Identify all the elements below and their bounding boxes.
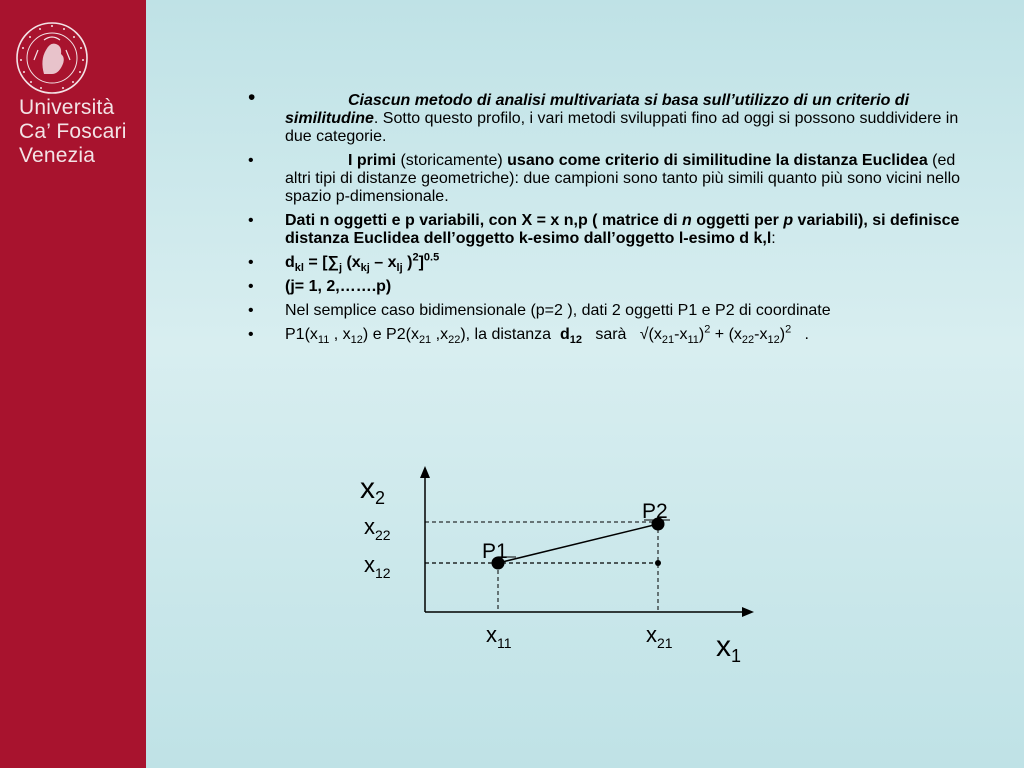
x11-label: $x_{11}$ — [486, 622, 512, 651]
bullet-3-c: variabili), si definisce distanza Euclidea dell’oggetto k-esimo dall’oggetto l-esimo d k,l — [285, 212, 960, 247]
bullet-2-b: (storicamente) — [396, 152, 508, 169]
bullet-3-colon: : — [771, 230, 776, 247]
bullet-dot: • — [248, 278, 254, 295]
university-line-1: Università — [19, 96, 115, 119]
bullet-6-text: la distanza — [474, 326, 552, 343]
bullet-formula — [248, 251, 978, 275]
bullet-5-text: Nel semplice caso bidimensionale (p=2 ), dati 2 oggetti P1 e P2 di coordinate — [285, 302, 831, 319]
sidebar — [0, 0, 146, 768]
bullet-5 — [248, 302, 978, 320]
bullet-6 — [248, 323, 978, 347]
bullet-4-text: (j= 1, 2,…….p) — [285, 278, 392, 295]
bullet-dot: • — [248, 152, 254, 169]
distance-symbol: $d_{12}$ — [559, 326, 582, 347]
x22-label: $x_{22}$ — [364, 514, 391, 543]
corner-point — [655, 560, 661, 566]
bullet-3-p: p — [783, 212, 794, 229]
bullet-4 — [248, 278, 978, 296]
bullet-dot: • — [248, 302, 254, 319]
university-line-3: Venezia — [19, 144, 96, 167]
bullet-3 — [248, 212, 978, 248]
bullet-6-verb: sarà — [595, 326, 627, 343]
p2-label: P2 — [642, 500, 668, 523]
distance-formula: $d_{kl} = [\sum_j$ ($x_{kj} - x_{lj}$ )$^2$]$^{0.5}$ — [285, 251, 440, 275]
bullet-2-c: usano come criterio di similitudine la distanza Euclidea — [507, 152, 928, 169]
bullet-2 — [248, 152, 978, 206]
distance-diagram — [340, 462, 770, 702]
bullet-3-a: Dati n oggetti e p variabili, con X = x n,p ( matrice di — [285, 212, 682, 229]
x21-label: $x_{21}$ — [646, 622, 673, 651]
y-axis-arrow-icon — [420, 466, 430, 478]
bullet-1 — [248, 86, 978, 146]
university-seal-icon — [14, 20, 90, 96]
bullet-2-d: (ed altri tipi di distanze geometriche): due campioni sono tanto più simili quanto più sono vicini nello spazio p-dimensionale. — [285, 152, 961, 205]
p1-label: P1 — [482, 540, 508, 563]
bullet-2-a: I primi — [348, 152, 397, 169]
x1-axis-label: $x_1$ — [716, 630, 742, 666]
bullet-3-b: oggetti per — [691, 212, 784, 229]
distance-value: $√(x_{21}-x_{11})^2 + (x_{22}-x_{12})^2$ . — [626, 323, 809, 347]
slide-content — [248, 86, 978, 350]
coordinates-text: $P1(x_{11}$ , $x_{12}$) e $P2(x_{21}$ $,x_{22}$), — [285, 326, 475, 347]
x2-axis-label: $x_2$ — [360, 472, 386, 508]
university-name — [19, 96, 127, 168]
bullet-dot: • — [248, 86, 256, 109]
bullet-dot: • — [248, 212, 254, 229]
bullet-dot: • — [248, 326, 254, 343]
x-axis-arrow-icon — [742, 607, 754, 617]
bullet-1-rest: . Sotto questo profilo, i vari metodi sviluppati fino ad oggi si possono suddividere in due categorie. — [285, 110, 959, 145]
bullet-dot: • — [248, 254, 254, 271]
bullet-3-n: n — [681, 212, 692, 229]
bullet-1-lead: Ciascun metodo di analisi multivariata si basa sull’utilizzo di un criterio di similitudine — [285, 92, 910, 127]
p1-p2-segment — [498, 524, 658, 563]
x12-label: $x_{12}$ — [364, 552, 391, 581]
university-line-2: Ca’ Foscari — [19, 120, 127, 143]
